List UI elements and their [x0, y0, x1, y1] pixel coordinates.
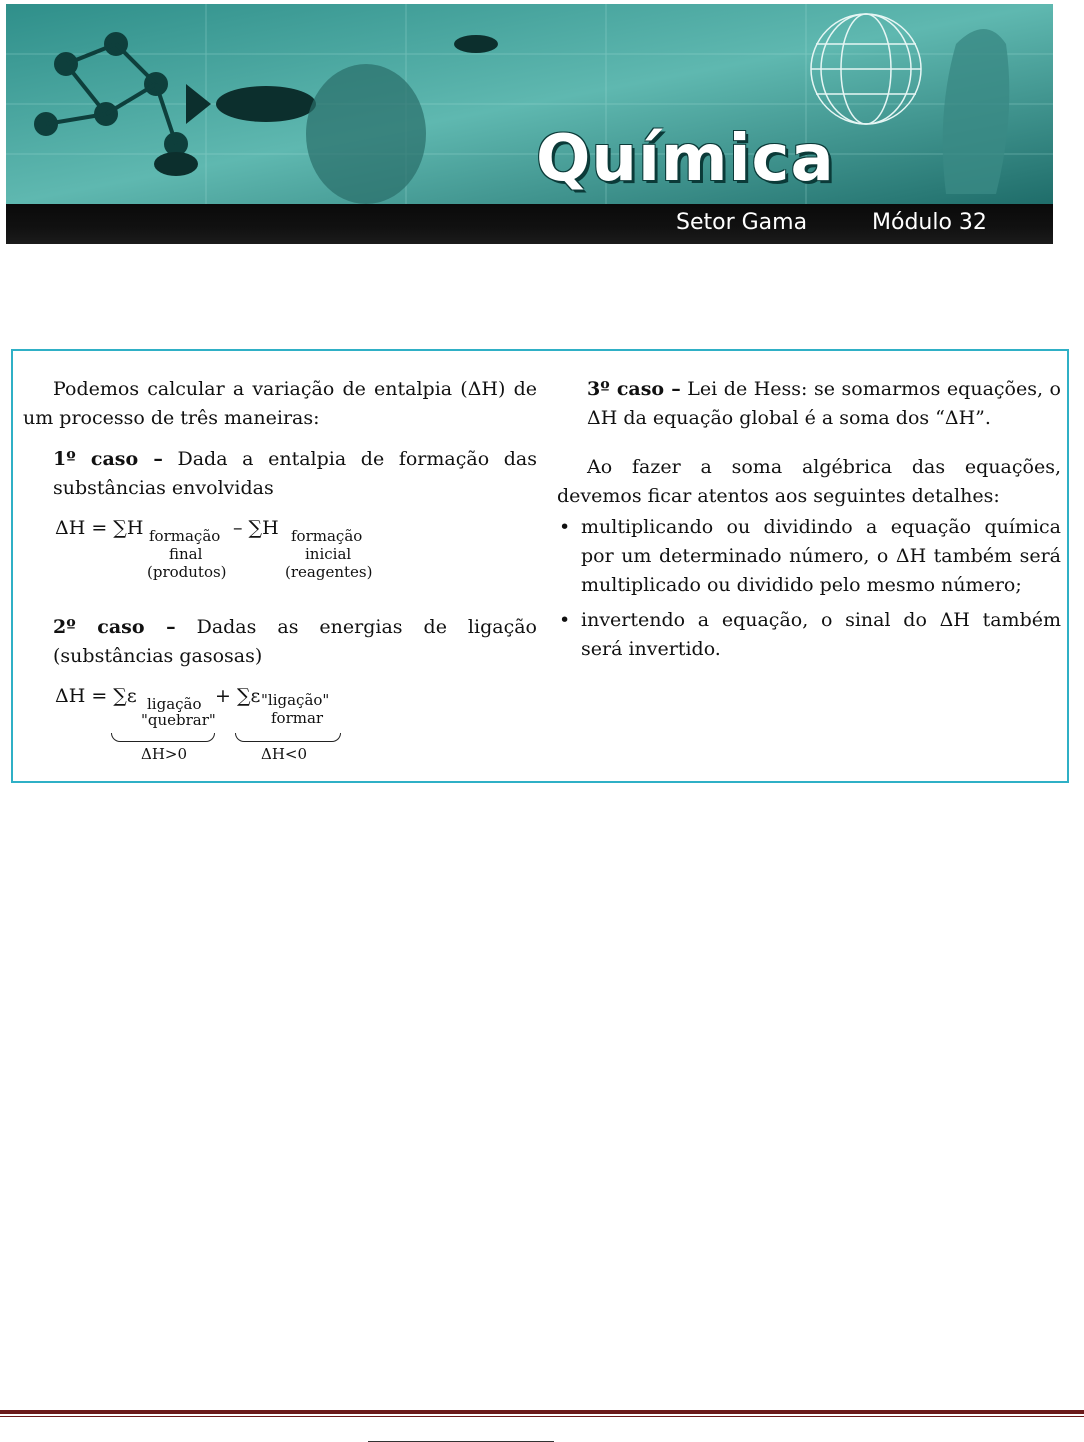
sum-paragraph: Ao fazer a soma algébrica das equações, devemos ficar atentos aos seguintes detalhes:	[557, 456, 1061, 507]
case-1-label: 1º caso –	[53, 448, 163, 470]
details-list	[557, 513, 1061, 664]
modulo-label: Módulo 32	[872, 210, 987, 235]
case-3-label: 3º caso –	[587, 378, 681, 400]
right-column	[557, 375, 1061, 670]
formula-1-minus: – ∑H	[233, 517, 279, 539]
formula-2-sub1-line1: ligação	[147, 695, 202, 713]
formula-2-sub2-line1: "ligação"	[261, 691, 330, 709]
content-box	[11, 349, 1069, 783]
formula-2-lhs: ΔH = ∑ε	[55, 685, 137, 707]
formula-2-sub1-line2: "quebrar"	[141, 711, 216, 729]
banner-illustration	[6, 4, 1053, 204]
case-1-paragraph	[23, 445, 537, 503]
case-2-paragraph	[23, 613, 537, 671]
formula-1-sub2-line3: (reagentes)	[285, 563, 373, 581]
list-item: • multiplicando ou dividindo a equação química por um determinado número, o ΔH também será multiplicado ou dividido pelo mesmo número;	[557, 513, 1061, 600]
banner-title: Química	[536, 122, 835, 196]
formula-1-sub2-line1: formação	[291, 527, 363, 545]
footer-rule	[0, 1410, 1084, 1414]
intro-paragraph: Podemos calcular a variação de entalpia (ΔH) de um processo de três maneiras:	[23, 378, 537, 429]
formula-2-sub2-line2: formar	[271, 709, 324, 727]
formula-1-sub1-line1: formação	[149, 527, 221, 545]
header-banner	[6, 4, 1053, 244]
setor-label: Setor Gama	[676, 210, 808, 235]
footer-rule-thin	[0, 1416, 1084, 1417]
formula-1-lhs: ΔH = ∑H	[55, 517, 144, 539]
underbrace-1	[111, 733, 215, 742]
underbrace-2	[235, 733, 341, 742]
list-item: • invertendo a equação, o sinal do ΔH também será invertido.	[557, 606, 1061, 664]
formula-2-under2: ΔH<0	[261, 745, 308, 763]
case-3-text: Lei de Hess: se somarmos equações, o ΔH da equação global é a soma dos “ΔH”.	[587, 378, 1061, 429]
formula-2-plus: + ∑ε	[215, 685, 261, 707]
case-2-label: 2º caso –	[53, 616, 176, 638]
formula-formation	[23, 517, 537, 607]
left-column	[23, 375, 537, 775]
formula-1-sub1-line3: (produtos)	[147, 563, 227, 581]
formula-2-under1: ΔH>0	[141, 745, 188, 763]
formula-bond-energy	[23, 685, 537, 775]
case-2-text: Dadas as energias de ligação (substâncias gasosas)	[53, 616, 537, 667]
formula-1-sub2-line2: inicial	[305, 545, 352, 563]
formula-1-sub1-line2: final	[169, 545, 203, 563]
case-1-text: Dada a entalpia de formação das substâncias envolvidas	[53, 448, 537, 499]
case-3-paragraph	[557, 375, 1061, 433]
